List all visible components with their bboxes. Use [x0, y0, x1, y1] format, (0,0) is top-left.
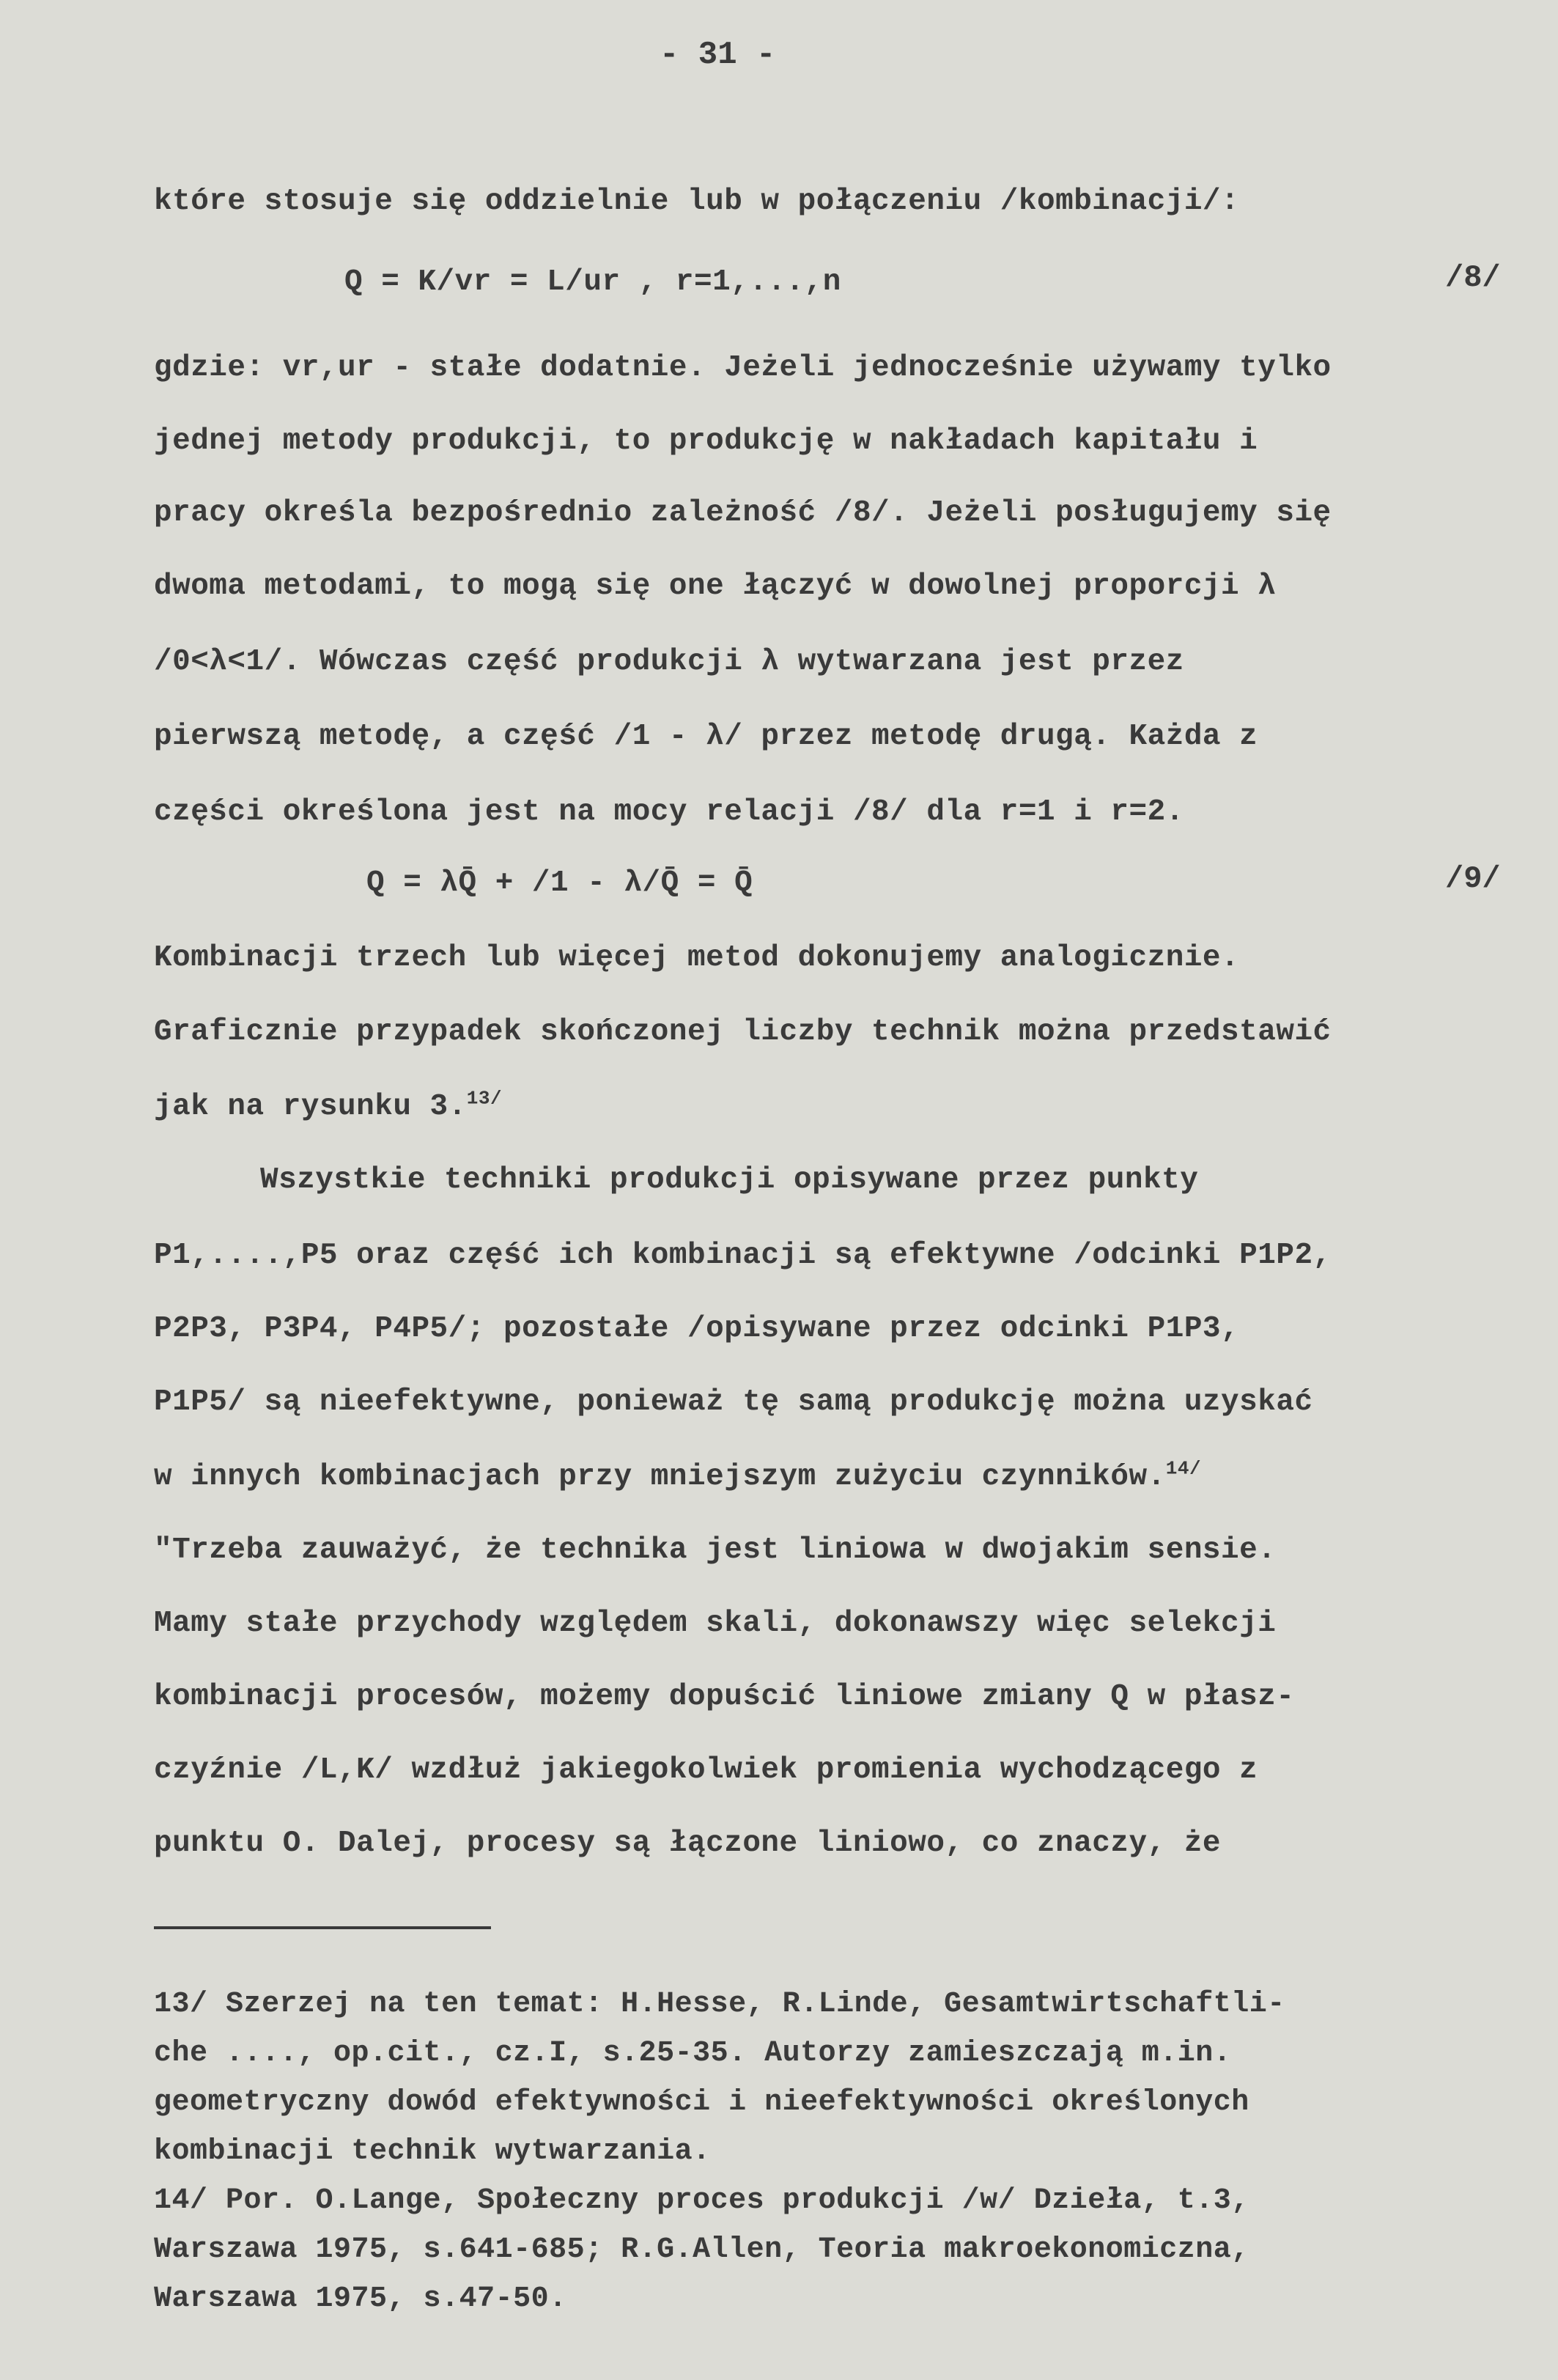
footnote-line: Warszawa 1975, s.641-685; R.G.Allen, Teoria makroekonomiczna,	[154, 2233, 1249, 2266]
body-line: Mamy stałe przychody względem skali, dokonawszy więc selekcji	[154, 1607, 1277, 1640]
equation-9-label: /9/	[1445, 861, 1501, 896]
equation-9: Q = λQ̄ + /1 - λ/Q̄ = Q̄	[366, 866, 753, 900]
footnote-line: 14/ Por. O.Lange, Społeczny proces produkcji /w/ Dzieła, t.3,	[154, 2184, 1249, 2217]
equation-8-label: /8/	[1445, 260, 1501, 295]
body-line: które stosuje się oddzielnie lub w połączeniu /kombinacji/:	[154, 185, 1240, 218]
body-line: części określona jest na mocy relacji /8/ dla r=1 i r=2.	[154, 795, 1184, 829]
body-line: /0<λ<1/. Wówczas część produkcji λ wytwarzana jest przez	[154, 645, 1184, 679]
footnote-line: kombinacji technik wytwarzania.	[154, 2135, 711, 2168]
body-line: dwoma metodami, to mogą się one łączyć w dowolnej proporcji λ	[154, 570, 1277, 603]
body-line-text: jak na rysunku 3.	[154, 1090, 467, 1124]
body-line: Wszystkie techniki produkcji opisywane przez punkty	[260, 1163, 1199, 1197]
body-line: gdzie: vr,ur - stałe dodatnie. Jeżeli jednocześnie używamy tylko	[154, 351, 1332, 385]
body-line: kombinacji procesów, możemy dopuścić liniowe zmiany Q w płasz-	[154, 1680, 1295, 1714]
body-line: jednej metody produkcji, to produkcję w nakładach kapitału i	[154, 424, 1258, 458]
body-line: P2P3, P3P4, P4P5/; pozostałe /opisywane przez odcinki P1P3,	[154, 1312, 1240, 1346]
body-line: pierwszą metodę, a część /1 - λ/ przez metodę drugą. Każda z	[154, 720, 1258, 754]
body-line	[154, 1455, 1201, 1499]
body-line: P1,....,P5 oraz część ich kombinacji są efektywne /odcinki P1P2,	[154, 1239, 1332, 1272]
body-line: Graficznie przypadek skończonej liczby technik można przedstawić	[154, 1015, 1332, 1049]
page-number: - 31 -	[660, 37, 776, 73]
body-line: "Trzeba zauważyć, że technika jest liniowa w dwojakim sensie.	[154, 1533, 1277, 1567]
body-line: pracy określa bezpośrednio zależność /8/. Jeżeli posługujemy się	[154, 496, 1332, 530]
footnote-ref-13: 13/	[466, 1087, 503, 1110]
body-line: Kombinacji trzech lub więcej metod dokonujemy analogicznie.	[154, 941, 1240, 975]
body-line	[154, 1085, 502, 1129]
footnote-ref-14: 14/	[1165, 1457, 1202, 1480]
equation-8: Q = K/vr = L/ur , r=1,...,n	[344, 265, 841, 299]
body-line: punktu O. Dalej, procesy są łączone liniowo, co znaczy, że	[154, 1827, 1222, 1860]
footnote-line: 13/ Szerzej na ten temat: H.Hesse, R.Linde, Gesamtwirtschaftli-	[154, 1988, 1285, 2021]
footnote-separator	[154, 1926, 491, 1929]
footnote-line: geometryczny dowód efektywności i nieefektywności określonych	[154, 2086, 1249, 2119]
footnote-line: che ...., op.cit., cz.I, s.25-35. Autorzy zamieszczają m.in.	[154, 2037, 1232, 2070]
body-line: P1P5/ są nieefektywne, ponieważ tę samą produkcję można uzyskać	[154, 1385, 1313, 1419]
body-line-text: w innych kombinacjach przy mniejszym zużyciu czynników.	[154, 1460, 1166, 1494]
body-line: czyźnie /L,K/ wzdłuż jakiegokolwiek promienia wychodzącego z	[154, 1753, 1258, 1787]
footnote-line: Warszawa 1975, s.47-50.	[154, 2283, 567, 2315]
